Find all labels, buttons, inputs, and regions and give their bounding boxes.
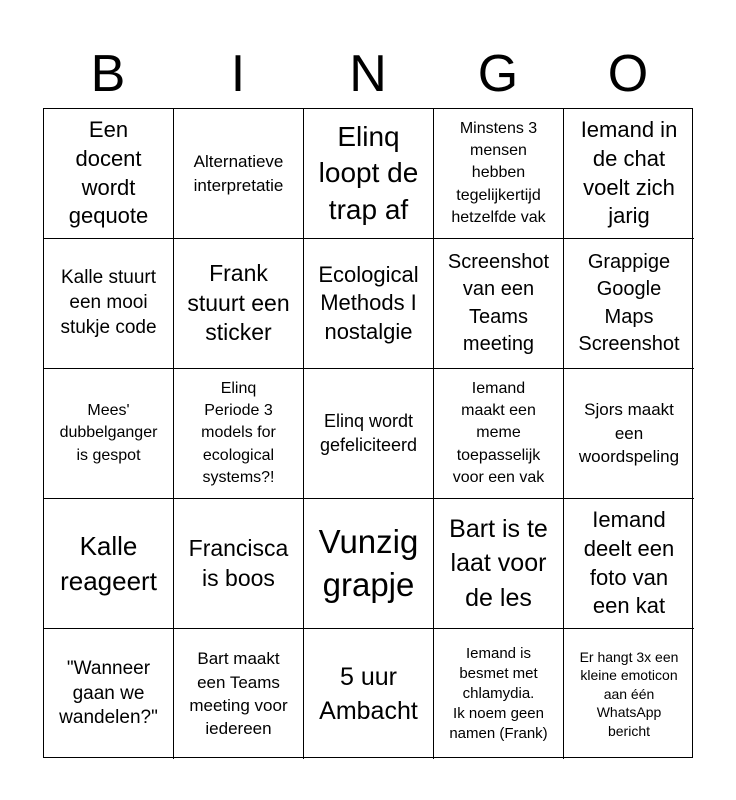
- cell-text: Iemand is besmet met chlamydia. Ik noem geen namen (Frank): [449, 644, 548, 743]
- cell-text: Frank stuurt een sticker: [187, 259, 290, 346]
- bingo-cell[interactable]: [304, 369, 434, 499]
- cell-text: Er hangt 3x een kleine emoticon aan één WhatsApp bericht: [579, 648, 679, 739]
- header-letter-b: B: [90, 45, 126, 103]
- bingo-grid: [43, 108, 693, 758]
- bingo-cell[interactable]: [44, 369, 174, 499]
- bingo-header: [43, 42, 693, 106]
- bingo-cell[interactable]: [304, 109, 434, 239]
- bingo-cell[interactable]: [564, 109, 694, 239]
- cell-text: Elinq wordt gefeliciteerd: [319, 410, 418, 455]
- header-letter-i: I: [230, 45, 246, 103]
- bingo-cell[interactable]: [564, 369, 694, 499]
- cell-text: Alternatieve interpretatie: [193, 152, 284, 195]
- cell-text: Kalle stuurt een mooi stukje code: [60, 267, 157, 338]
- header-letter-o: O: [607, 45, 649, 103]
- bingo-cell[interactable]: [434, 239, 564, 369]
- cell-text: Francisca is boos: [188, 534, 289, 591]
- cell-text: Minstens 3 mensen hebben tegelijkertijd hetzelfde vak: [451, 119, 546, 227]
- cell-text: Bart is te laat voor de les: [449, 514, 548, 612]
- bingo-cell[interactable]: [434, 499, 564, 629]
- bingo-cell[interactable]: [44, 629, 174, 759]
- cell-text: Kalle reageert: [60, 531, 157, 596]
- bingo-cell[interactable]: [434, 629, 564, 759]
- bingo-cell[interactable]: [304, 499, 434, 629]
- bingo-cell[interactable]: [174, 499, 304, 629]
- cell-text: Elinq loopt de trap af: [318, 120, 419, 225]
- bingo-cell[interactable]: [434, 109, 564, 239]
- cell-text: Screenshot van een Teams meeting: [447, 251, 550, 355]
- bingo-cell[interactable]: [564, 239, 694, 369]
- bingo-cell[interactable]: [174, 109, 304, 239]
- bingo-cell[interactable]: [44, 499, 174, 629]
- cell-text: Een docent wordt gequote: [68, 117, 149, 229]
- bingo-cell[interactable]: [434, 369, 564, 499]
- cell-text: Bart maakt een Teams meeting voor iedereen: [189, 649, 288, 739]
- bingo-cell[interactable]: [304, 239, 434, 369]
- bingo-cell[interactable]: [564, 499, 694, 629]
- cell-text: Vunzig grapje: [318, 523, 419, 603]
- cell-text: Sjors maakt een woordspeling: [578, 400, 680, 467]
- cell-text: Iemand in de chat voelt zich jarig: [580, 117, 678, 229]
- cell-text: Mees' dubbelganger is gespot: [59, 401, 158, 464]
- cell-text: Grappige Google Maps Screenshot: [578, 251, 680, 355]
- cell-text: Iemand deelt een foto van een kat: [583, 507, 675, 619]
- bingo-cell[interactable]: [174, 369, 304, 499]
- cell-text: "Wanneer gaan we wandelen?": [59, 657, 158, 729]
- bingo-cell[interactable]: [44, 239, 174, 369]
- bingo-cell[interactable]: [174, 629, 304, 759]
- cell-text: Ecological Methods I nostalgie: [318, 261, 419, 344]
- bingo-cell[interactable]: [174, 239, 304, 369]
- bingo-cell[interactable]: [44, 109, 174, 239]
- bingo-cell[interactable]: [564, 629, 694, 759]
- header-letter-g: G: [477, 45, 519, 103]
- cell-text: Elinq Periode 3 models for ecological systems?!: [201, 379, 276, 487]
- bingo-cell[interactable]: [304, 629, 434, 759]
- cell-text: Iemand maakt een meme toepasselijk voor een vak: [452, 379, 545, 487]
- cell-text: 5 uur Ambacht: [319, 662, 418, 725]
- header-letter-n: N: [349, 45, 387, 103]
